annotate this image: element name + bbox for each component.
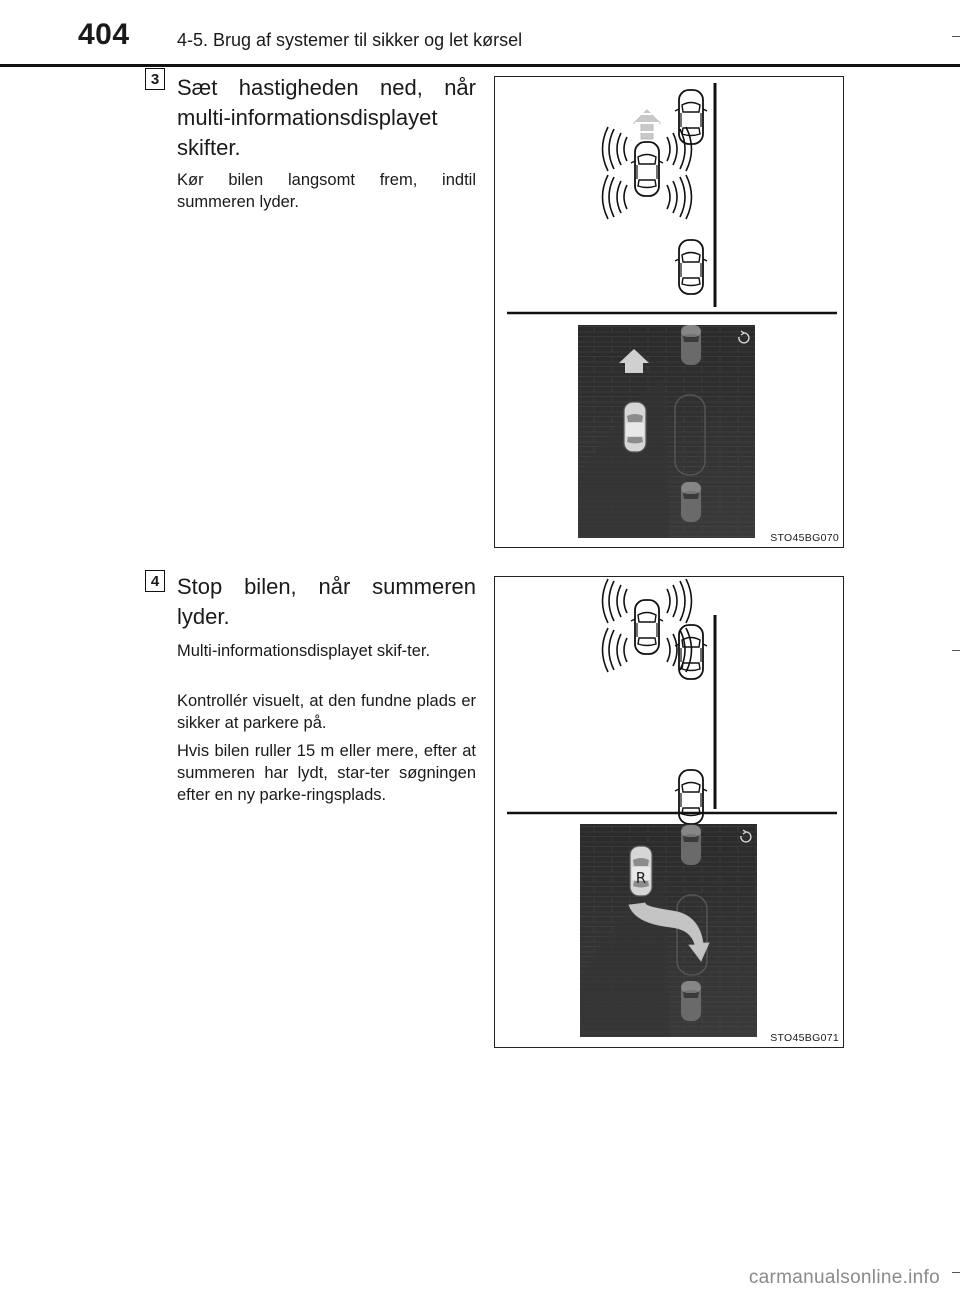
display-gear-letter: R [635, 869, 647, 887]
step-heading-line: skifter. [177, 135, 241, 160]
step-paragraph: Multi-informationsdisplayet skif-ter. [177, 642, 431, 660]
section-title: 4-5. Brug af systemer til sikker og let kørsel [177, 30, 523, 50]
step-number-badge: 4 [145, 570, 165, 592]
crop-mark [952, 36, 960, 37]
parking-illustration [495, 77, 844, 548]
step-heading-line: Sæt hastigheden ned, når [177, 75, 476, 100]
header-rule [0, 64, 960, 67]
figure-step-3 [494, 76, 844, 548]
parking-illustration [495, 577, 844, 1048]
watermark: carmanualsonline.info [748, 1267, 940, 1288]
crop-mark [952, 650, 960, 651]
step-paragraph: Hvis bilen ruller 15 m eller mere, efter at summeren har lydt, star-ter søgningen efter en ny parke-ringsplads. [177, 742, 476, 804]
step-paragraph: Kontrollér visuelt, at den fundne plads er sikker at parkere på. [177, 692, 476, 732]
step-number-badge: 3 [145, 68, 165, 90]
step-heading-line: lyder. [177, 604, 230, 629]
figure-code: STO45BG071 [770, 1032, 839, 1044]
step-heading-line: Stop bilen, når summeren [177, 574, 476, 599]
step-heading-line: multi-informationsdisplayet [177, 105, 438, 130]
figure-step-4 [494, 576, 844, 1048]
figure-code: STO45BG070 [770, 532, 839, 544]
crop-mark [952, 1272, 960, 1273]
page-number: 404 [78, 18, 130, 51]
step-paragraph: Kør bilen langsomt frem, indtil summeren lyder. [177, 171, 476, 211]
